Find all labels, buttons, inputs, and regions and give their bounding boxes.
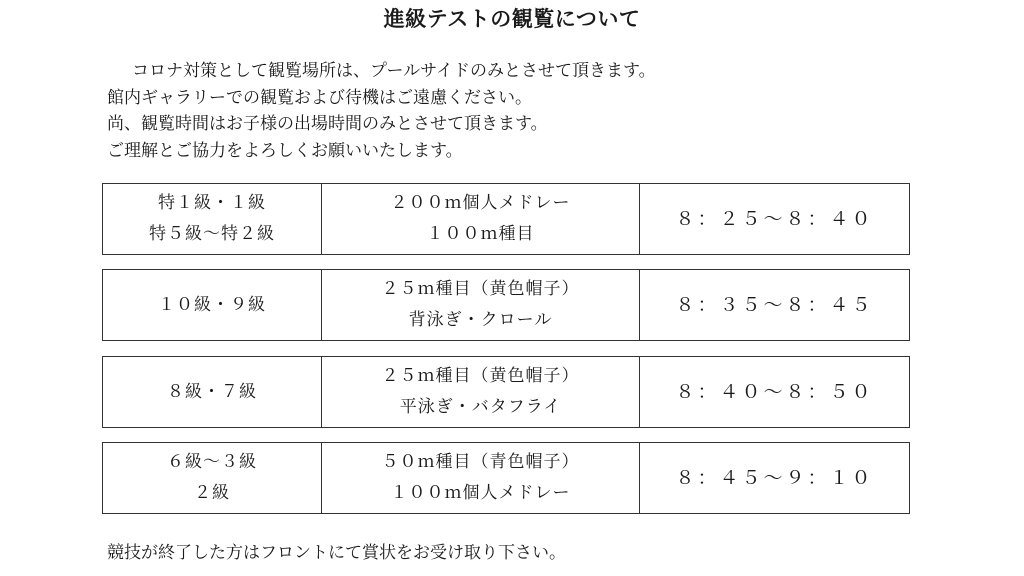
grade-text: 特１級・１級: [158, 193, 266, 213]
footer-note: 競技が終了した方はフロントにて賞状をお受け取り下さい。: [107, 543, 566, 563]
events-cell: [321, 184, 639, 254]
event-text: ２５ｍ種目（黄色帽子）: [381, 366, 580, 386]
event-text: １００ｍ個人メドレー: [390, 483, 571, 503]
time-text: ８：４５～９：１０: [675, 466, 874, 489]
grade-text: ８級・７級: [167, 381, 257, 402]
events-cell: [321, 270, 639, 340]
time-cell: [639, 184, 909, 254]
intro-line: 館内ギャラリーでの観覧および待機はご遠慮ください。: [107, 87, 532, 108]
intro-paragraph: [107, 58, 947, 164]
intro-line: ご理解とご協力をよろしくお願いいたします。: [107, 140, 463, 161]
time-text: ８：２５～８：４０: [675, 207, 874, 230]
grade-text: ２級: [194, 483, 230, 503]
grade-text: ６級～３級: [167, 452, 257, 472]
event-text: 背泳ぎ・クロール: [408, 310, 553, 330]
grades-cell: [103, 443, 321, 513]
events-cell: [321, 443, 639, 513]
event-text: ２００ｍ個人メドレー: [390, 193, 571, 213]
grades-cell: [103, 357, 321, 427]
event-text: ５０ｍ種目（青色帽子）: [381, 452, 580, 472]
schedule-row: [102, 356, 910, 428]
grade-text: １０級・９級: [158, 294, 266, 315]
time-cell: [639, 270, 909, 340]
grade-text: 特５級～特２級: [149, 224, 275, 244]
time-text: ８：３５～８：４５: [675, 293, 874, 316]
time-cell: [639, 357, 909, 427]
time-cell: [639, 443, 909, 513]
grades-cell: [103, 270, 321, 340]
schedule-row: [102, 183, 910, 255]
time-text: ８：４０～８：５０: [675, 380, 874, 403]
events-cell: [321, 357, 639, 427]
event-text: １００ｍ種目: [426, 224, 535, 244]
schedule-row: [102, 442, 910, 514]
grades-cell: [103, 184, 321, 254]
event-text: ２５ｍ種目（黄色帽子）: [381, 279, 580, 299]
intro-line: 尚、観覧時間はお子様の出場時間のみとさせて頂きます。: [107, 114, 548, 134]
event-text: 平泳ぎ・バタフライ: [399, 397, 562, 417]
schedule-row: [102, 269, 910, 341]
page-title: 進級テストの観覧について: [383, 7, 641, 31]
intro-line: コロナ対策として観覧場所は、プールサイドのみとさせて頂きます。: [132, 61, 656, 81]
